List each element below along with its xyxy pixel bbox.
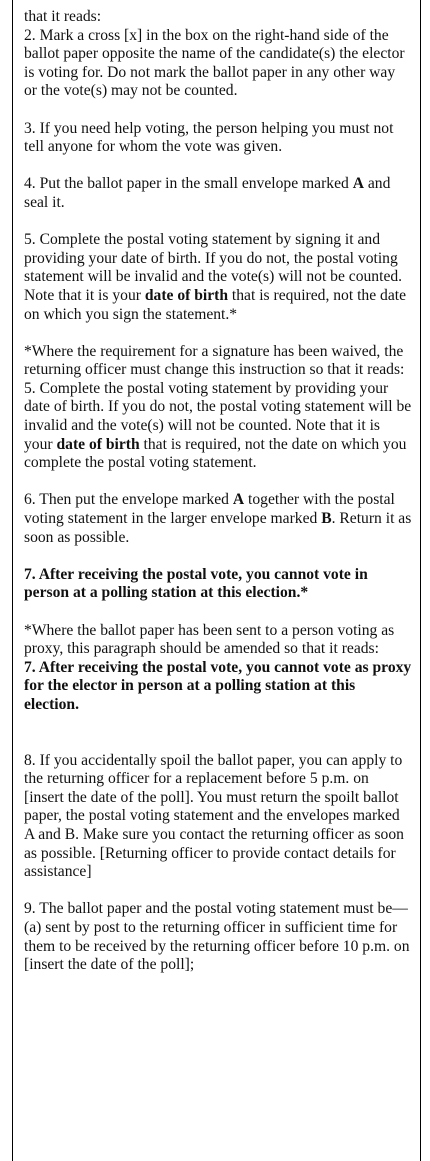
instruction-7: 7. After receiving the postal vote, you cannot vote in person at a polling station at this election.* — [24, 565, 368, 602]
instruction-5: 5. Complete the postal voting statement by signing it and providing your date of birth. If you do not, the postal voting statement will be invalid and the vote(s) will not be counted. Note that it is your date of birth that is required, not the date on which you sign the statement.* — [24, 231, 406, 323]
instruction-3: 3. If you need help voting, the person helping you must not tell anyone for whom the vote was given. — [24, 119, 394, 156]
instruction-4: 4. Put the ballot paper in the small envelope marked A and seal it. — [24, 175, 391, 211]
instruction-6: 6. Then put the envelope marked A together with the postal voting statement in the larger envelope marked B. Return it as soon as possible. — [24, 491, 412, 546]
instruction-9: 9. The ballot paper and the postal voting statement must be— — [24, 900, 408, 918]
intro-tail: that it reads: — [24, 8, 102, 25]
instruction-2: 2. Mark a cross [x] in the box on the right-hand side of the ballot paper opposite the name of the candidate(s) the elector is voting for. Do not mark the ballot paper in any other way or the vote(s) may not be counted. — [24, 26, 405, 100]
document-frame — [12, 0, 421, 1161]
instruction-9a: (a) sent by post to the returning officer in sufficient time for them to be received by the returning officer before 10 p.m. on [insert the date of the poll]; — [24, 918, 410, 974]
instruction-8: 8. If you accidentally spoil the ballot paper, you can apply to the returning officer for a replacement before 5 p.m. on [insert the date of the poll]. You must return the spoilt ballot paper, the postal voting statement and the envelopes marked A and B. Make sure you contact the returning officer as soon as possible. [Returning officer to provide contact details for assistance] — [24, 751, 404, 881]
proxy-note: *Where the ballot paper has been sent to a person voting as proxy, this paragraph should be amended so that it reads: — [24, 621, 395, 658]
instruction-7-alternative: 7. After receiving the postal vote, you cannot vote as proxy for the elector in person at a polling station at this election. — [24, 658, 412, 713]
instruction-5-alternative: 5. Complete the postal voting statement by providing your date of birth. If you do not, the postal voting statement will be invalid and the vote(s) will not be counted. Note that it is your date of birth that is required, not the date on which you complete the postal voting statement. — [24, 379, 412, 472]
signature-waiver-note: *Where the requirement for a signature has been waived, the returning officer must change this instruction so that it reads: — [24, 342, 405, 379]
